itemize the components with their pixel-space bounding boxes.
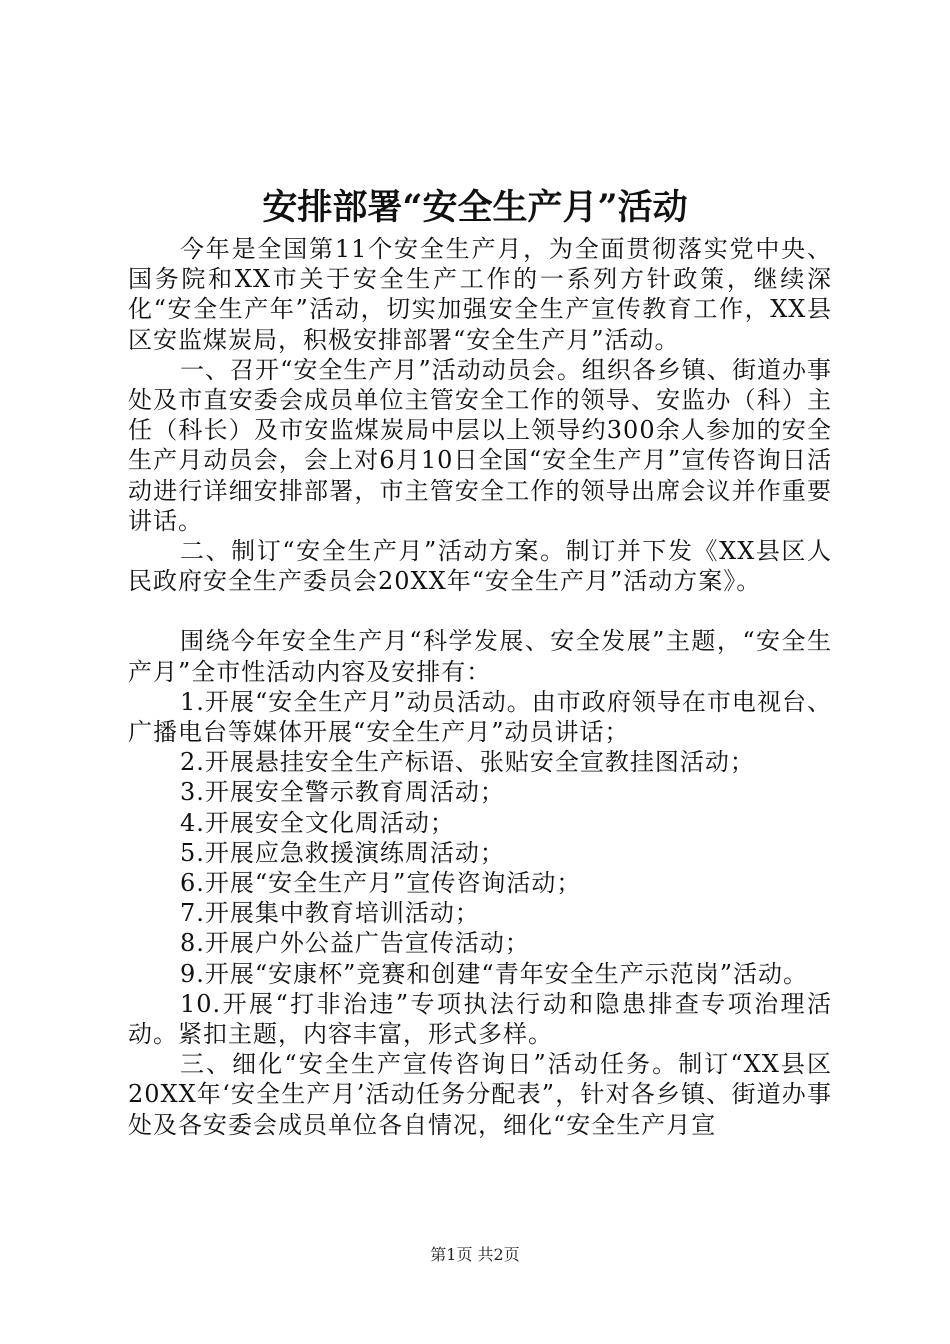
paragraph-intro: 今年是全国第11个安全生产月，为全面贯彻落实党中央、国务院和XX市关于安全生产工作的一系列方针政策，继续深化“安全生产年”活动，切实加强安全生产宣传教育工作，XX县区安监煤炭局，积极安排部署“安全生产月”活动。 [128, 235, 832, 354]
paragraph-section-1: 一、召开“安全生产月”活动动员会。组织各乡镇、街道办事处及市直安委会成员单位主管安全工作的领导、安监办（科）主任（科长）及市安监煤炭局中层以上领导约300余人参加的安全生产月动员会，会上对6月10日全国“安全生产月”宣传咨询日活动进行详细安排部署，市主管安全工作的领导出席会议并作重要讲话。 [128, 355, 832, 535]
list-item-6: 6.开展“安全生产月”宣传咨询活动； [180, 869, 582, 898]
page-footer: 第1页 共2页 [430, 1245, 520, 1264]
paragraph-section-3: 三、细化“安全生产宣传咨询日”活动任务。制订“XX县区20XX年‘安全生产月’活动任务分配表”，针对各乡镇、街道办事处及各安委会成员单位各自情况，细化“安全生产月宣 [128, 1050, 832, 1139]
list-item-10: 10.开展“打非治违”专项执法行动和隐患排查专项治理活动。紧扣主题，内容丰富，形式多样。 [128, 989, 832, 1049]
list-item-4: 4.开展安全文化周活动； [180, 808, 455, 837]
paragraph-section-2: 二、制订“安全生产月”活动方案。制订并下发《XX县区人民政府安全生产委员会20XX年“安全生产月”活动方案》。 [128, 537, 832, 596]
document-title: 安排部署“安全生产月”活动 [262, 187, 688, 228]
list-item-2: 2.开展悬挂安全生产标语、张贴安全宣教挂图活动； [180, 748, 755, 777]
list-item-7: 7.开展集中教育培训活动； [180, 899, 480, 928]
list-item-9: 9.开展“安康杯”竞赛和创建“青年安全生产示范岗”活动。 [180, 959, 808, 988]
paragraph-theme: 围绕今年安全生产月“科学发展、安全发展”主题，“安全生产月”全市性活动内容及安排有： [128, 627, 832, 686]
list-item-3: 3.开展安全警示教育周活动； [180, 778, 505, 807]
list-item-1: 1.开展“安全生产月”动员活动。由市政府领导在市电视台、广播电台等媒体开展“安全生产月”动员讲话； [128, 687, 832, 747]
document-body [128, 234, 832, 1140]
blank-line [128, 596, 832, 626]
list-item-5: 5.开展应急救援演练周活动； [180, 838, 505, 867]
list-item-8: 8.开展户外公益广告宣传活动； [180, 929, 530, 958]
